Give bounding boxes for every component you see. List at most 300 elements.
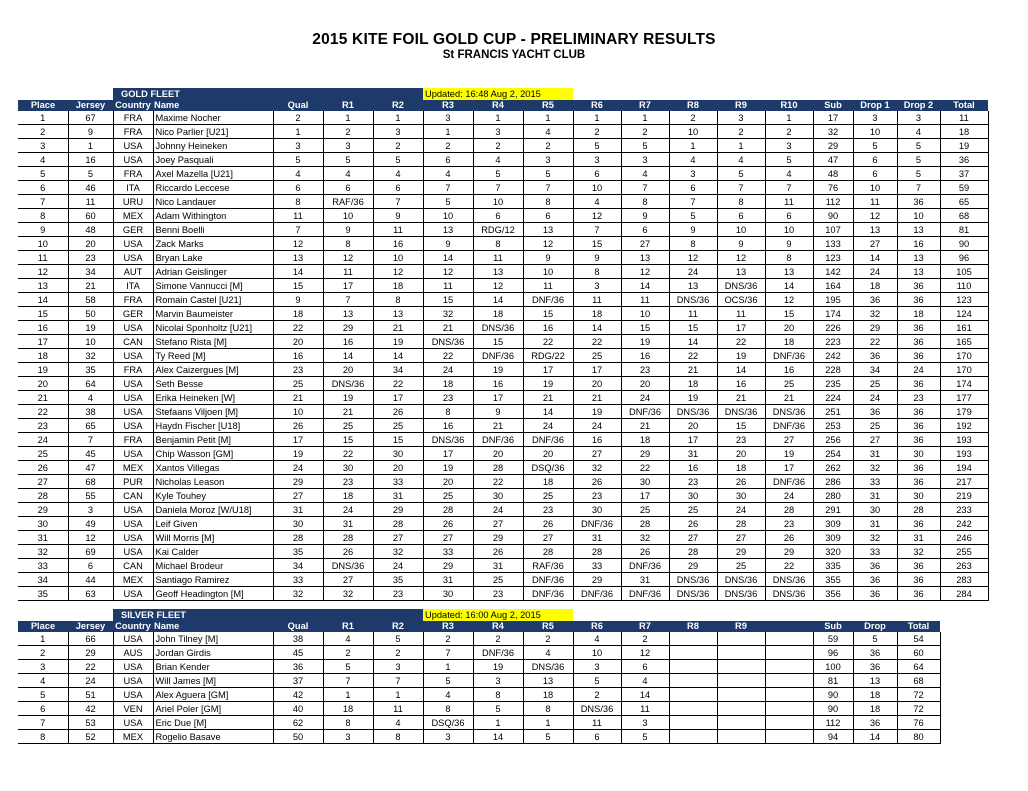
table-cell: 8 bbox=[373, 293, 423, 307]
table-cell: 19 bbox=[18, 363, 68, 377]
table-cell: 13 bbox=[273, 251, 323, 265]
table-cell: 251 bbox=[813, 405, 853, 419]
table-cell: 29 bbox=[853, 321, 897, 335]
table-cell: 254 bbox=[813, 447, 853, 461]
table-cell: 1 bbox=[523, 111, 573, 125]
table-cell: 21 bbox=[273, 391, 323, 405]
table-cell: 235 bbox=[813, 377, 853, 391]
table-cell: 24 bbox=[273, 461, 323, 475]
table-cell: 18 bbox=[853, 279, 897, 293]
table-cell: 3 bbox=[473, 674, 523, 688]
table-cell: 8 bbox=[717, 195, 765, 209]
table-cell: MEX bbox=[113, 461, 153, 475]
table-cell: 27 bbox=[373, 531, 423, 545]
table-cell: 90 bbox=[813, 209, 853, 223]
table-cell bbox=[669, 632, 717, 646]
table-cell: 11 bbox=[765, 195, 813, 209]
table-cell: 19 bbox=[940, 139, 988, 153]
table-cell bbox=[717, 632, 765, 646]
table-cell: 24 bbox=[621, 391, 669, 405]
table-row bbox=[18, 349, 988, 363]
table-cell: 36 bbox=[897, 517, 940, 531]
table-cell: 9 bbox=[373, 209, 423, 223]
table-cell bbox=[669, 730, 717, 744]
table-cell: 10 bbox=[373, 251, 423, 265]
table-row bbox=[18, 716, 940, 730]
table-cell: 13 bbox=[897, 223, 940, 237]
table-cell: 11 bbox=[573, 716, 621, 730]
table-cell: 5 bbox=[273, 153, 323, 167]
table-cell: 36 bbox=[853, 559, 897, 573]
table-cell: 11 bbox=[669, 307, 717, 321]
table-cell: 18 bbox=[717, 461, 765, 475]
column-header: R4 bbox=[473, 621, 523, 632]
table-cell: 47 bbox=[813, 153, 853, 167]
table-cell: 31 bbox=[18, 531, 68, 545]
table-cell: 13 bbox=[853, 223, 897, 237]
table-cell: 20 bbox=[523, 447, 573, 461]
table-cell: Xantos Villegas bbox=[153, 461, 273, 475]
table-cell: 6 bbox=[273, 181, 323, 195]
table-cell: CAN bbox=[113, 489, 153, 503]
table-cell: 32 bbox=[18, 545, 68, 559]
table-cell: USA bbox=[113, 531, 153, 545]
table-cell: 32 bbox=[373, 545, 423, 559]
table-cell: 36 bbox=[897, 405, 940, 419]
column-header: R7 bbox=[621, 621, 669, 632]
table-cell: 16 bbox=[621, 349, 669, 363]
table-cell: DNF/36 bbox=[573, 587, 621, 601]
table-cell: 2 bbox=[669, 111, 717, 125]
table-cell: 27 bbox=[18, 475, 68, 489]
table-row bbox=[18, 237, 988, 251]
table-cell: Nico Parlier [U21] bbox=[153, 125, 273, 139]
table-cell: 26 bbox=[473, 545, 523, 559]
table-cell: 21 bbox=[573, 391, 621, 405]
table-cell: 66 bbox=[68, 632, 113, 646]
table-cell: 10 bbox=[573, 181, 621, 195]
table-cell: 30 bbox=[423, 587, 473, 601]
table-cell: 22 bbox=[523, 335, 573, 349]
column-header: Total bbox=[897, 621, 940, 632]
table-cell: ITA bbox=[113, 181, 153, 195]
table-cell: 5 bbox=[853, 139, 897, 153]
table-cell: John Tilney [M] bbox=[153, 632, 273, 646]
table-cell: 31 bbox=[853, 447, 897, 461]
table-cell: FRA bbox=[113, 125, 153, 139]
table-cell: 6 bbox=[523, 209, 573, 223]
table-cell: 30 bbox=[273, 517, 323, 531]
table-cell: 10 bbox=[273, 405, 323, 419]
table-cell: DNF/36 bbox=[473, 646, 523, 660]
table-cell: 33 bbox=[853, 475, 897, 489]
table-cell: 23 bbox=[423, 391, 473, 405]
table-cell: 20 bbox=[621, 377, 669, 391]
table-cell: 24 bbox=[717, 503, 765, 517]
updated-timestamp: Updated: 16:00 Aug 2, 2015 bbox=[423, 609, 573, 621]
table-cell: 9 bbox=[765, 237, 813, 251]
table-cell: 2 bbox=[373, 139, 423, 153]
table-cell: 15 bbox=[473, 335, 523, 349]
table-cell: 28 bbox=[323, 531, 373, 545]
table-row bbox=[18, 702, 940, 716]
table-cell: 7 bbox=[273, 223, 323, 237]
table-cell: 15 bbox=[669, 321, 717, 335]
table-cell: 12 bbox=[473, 279, 523, 293]
table-cell: 17 bbox=[323, 279, 373, 293]
table-cell: 2 bbox=[473, 632, 523, 646]
table-cell: 164 bbox=[813, 279, 853, 293]
table-cell: 256 bbox=[813, 433, 853, 447]
column-header: Country bbox=[113, 100, 153, 111]
table-cell: 45 bbox=[68, 447, 113, 461]
table-cell: 3 bbox=[669, 167, 717, 181]
table-cell: 30 bbox=[18, 517, 68, 531]
table-cell: 223 bbox=[813, 335, 853, 349]
table-cell: Adam Withington bbox=[153, 209, 273, 223]
table-cell: 25 bbox=[853, 377, 897, 391]
table-cell: 18 bbox=[423, 377, 473, 391]
table-cell: AUT bbox=[113, 265, 153, 279]
table-cell: 17 bbox=[621, 489, 669, 503]
table-cell: 219 bbox=[940, 489, 988, 503]
table-cell: 28 bbox=[273, 531, 323, 545]
table-cell: 31 bbox=[853, 517, 897, 531]
table-cell: 320 bbox=[813, 545, 853, 559]
table-cell: FRA bbox=[113, 167, 153, 181]
table-cell: 4 bbox=[573, 632, 621, 646]
table-cell: 36 bbox=[897, 377, 940, 391]
table-cell: 15 bbox=[523, 307, 573, 321]
table-cell: 1 bbox=[473, 111, 523, 125]
table-cell: 14 bbox=[621, 279, 669, 293]
table-cell: 10 bbox=[621, 307, 669, 321]
table-cell: 161 bbox=[940, 321, 988, 335]
column-header: R1 bbox=[323, 621, 373, 632]
table-cell: 11 bbox=[273, 209, 323, 223]
table-cell: GER bbox=[113, 307, 153, 321]
table-cell: 13 bbox=[18, 279, 68, 293]
column-header: R10 bbox=[765, 100, 813, 111]
table-cell: 8 bbox=[423, 702, 473, 716]
table-cell: 3 bbox=[423, 111, 473, 125]
table-cell: 14 bbox=[473, 293, 523, 307]
table-cell: 7 bbox=[18, 716, 68, 730]
table-cell: 22 bbox=[669, 349, 717, 363]
table-cell: 177 bbox=[940, 391, 988, 405]
table-cell: 7 bbox=[68, 433, 113, 447]
table-cell: Erika Heineken [W] bbox=[153, 391, 273, 405]
table-cell: Chip Wasson [GM] bbox=[153, 447, 273, 461]
table-cell: 13 bbox=[523, 223, 573, 237]
table-cell: 34 bbox=[373, 363, 423, 377]
table-cell: 110 bbox=[940, 279, 988, 293]
table-cell: USA bbox=[113, 349, 153, 363]
table-cell: 69 bbox=[68, 545, 113, 559]
table-cell: 3 bbox=[897, 111, 940, 125]
table-cell: 5 bbox=[373, 153, 423, 167]
table-cell: 21 bbox=[621, 419, 669, 433]
table-cell: DNS/36 bbox=[669, 573, 717, 587]
table-cell: 18 bbox=[621, 433, 669, 447]
table-cell: 25 bbox=[373, 419, 423, 433]
table-cell: 25 bbox=[323, 419, 373, 433]
table-cell: 16 bbox=[423, 419, 473, 433]
table-cell: Romain Castel [U21] bbox=[153, 293, 273, 307]
table-cell: 36 bbox=[897, 573, 940, 587]
table-row bbox=[18, 321, 988, 335]
table-cell: 26 bbox=[765, 531, 813, 545]
table-cell: 29 bbox=[18, 503, 68, 517]
table-cell: 13 bbox=[621, 251, 669, 265]
table-cell: 26 bbox=[573, 475, 621, 489]
table-cell: 25 bbox=[621, 503, 669, 517]
table-cell: 195 bbox=[813, 293, 853, 307]
table-cell: 13 bbox=[323, 307, 373, 321]
table-cell: 21 bbox=[473, 419, 523, 433]
table-cell: 1 bbox=[68, 139, 113, 153]
table-cell: 21 bbox=[423, 321, 473, 335]
table-cell: 1 bbox=[621, 111, 669, 125]
table-cell: 67 bbox=[68, 111, 113, 125]
table-cell: 81 bbox=[940, 223, 988, 237]
table-cell bbox=[765, 632, 813, 646]
table-cell: Nicholas Leason bbox=[153, 475, 273, 489]
table-cell: 15 bbox=[621, 321, 669, 335]
table-cell: 54 bbox=[897, 632, 940, 646]
table-cell: 22 bbox=[621, 461, 669, 475]
table-row bbox=[18, 153, 988, 167]
table-cell: USA bbox=[113, 405, 153, 419]
table-cell: 217 bbox=[940, 475, 988, 489]
table-cell: 14 bbox=[669, 335, 717, 349]
table-cell: 233 bbox=[940, 503, 988, 517]
table-cell: 1 bbox=[473, 716, 523, 730]
table-cell: Simone Vannucci [M] bbox=[153, 279, 273, 293]
table-cell: 29 bbox=[573, 573, 621, 587]
table-row bbox=[18, 503, 988, 517]
table-cell: 32 bbox=[273, 587, 323, 601]
table-cell: 5 bbox=[765, 153, 813, 167]
table-cell: 20 bbox=[473, 447, 523, 461]
table-cell: 3 bbox=[765, 139, 813, 153]
table-cell: Marvin Baumeister bbox=[153, 307, 273, 321]
table-cell bbox=[717, 702, 765, 716]
table-cell: 30 bbox=[473, 489, 523, 503]
table-cell: 3 bbox=[373, 125, 423, 139]
table-row bbox=[18, 111, 988, 125]
table-cell: 68 bbox=[940, 209, 988, 223]
table-cell: 1 bbox=[373, 688, 423, 702]
table-cell: 8 bbox=[765, 251, 813, 265]
table-cell: 100 bbox=[813, 660, 853, 674]
table-cell: 34 bbox=[68, 265, 113, 279]
table-cell: 10 bbox=[68, 335, 113, 349]
table-cell: 48 bbox=[68, 223, 113, 237]
table-cell: 12 bbox=[669, 251, 717, 265]
table-cell: 11 bbox=[68, 195, 113, 209]
table-cell: 2 bbox=[717, 125, 765, 139]
table-cell: 36 bbox=[273, 660, 323, 674]
table-cell: 28 bbox=[573, 545, 621, 559]
table-cell: 12 bbox=[621, 646, 669, 660]
table-cell: 31 bbox=[273, 503, 323, 517]
table-cell: 4 bbox=[373, 167, 423, 181]
table-cell: AUS bbox=[113, 646, 153, 660]
table-cell: 26 bbox=[423, 517, 473, 531]
table-cell: 33 bbox=[18, 559, 68, 573]
table-cell: 18 bbox=[573, 307, 621, 321]
table-cell: 51 bbox=[68, 688, 113, 702]
table-row bbox=[18, 265, 988, 279]
table-cell: 35 bbox=[18, 587, 68, 601]
table-cell: Ariel Poler [GM] bbox=[153, 702, 273, 716]
table-cell: USA bbox=[113, 447, 153, 461]
table-cell: Ty Reed [M] bbox=[153, 349, 273, 363]
table-cell: 263 bbox=[940, 559, 988, 573]
table-row bbox=[18, 391, 988, 405]
table-cell: 4 bbox=[669, 153, 717, 167]
table-cell: 5 bbox=[669, 209, 717, 223]
table-cell: USA bbox=[113, 716, 153, 730]
table-cell: 18 bbox=[523, 475, 573, 489]
table-cell: 16 bbox=[68, 153, 113, 167]
table-cell: 16 bbox=[373, 237, 423, 251]
table-cell: 26 bbox=[273, 419, 323, 433]
table-cell: 286 bbox=[813, 475, 853, 489]
column-header: R5 bbox=[523, 100, 573, 111]
table-cell: 14 bbox=[621, 688, 669, 702]
table-cell: 64 bbox=[68, 377, 113, 391]
table-cell: DNF/36 bbox=[523, 587, 573, 601]
table-cell: DNS/36 bbox=[669, 587, 717, 601]
table-cell: 96 bbox=[940, 251, 988, 265]
table-cell: 20 bbox=[423, 475, 473, 489]
table-row bbox=[18, 674, 940, 688]
table-cell: Rogelio Basave bbox=[153, 730, 273, 744]
table-cell: GER bbox=[113, 223, 153, 237]
table-cell: USA bbox=[113, 545, 153, 559]
table-cell: 20 bbox=[68, 237, 113, 251]
gold-fleet-banner bbox=[18, 88, 988, 100]
table-cell: 7 bbox=[323, 674, 373, 688]
table-cell: 32 bbox=[813, 125, 853, 139]
table-cell: 27 bbox=[323, 573, 373, 587]
table-cell: 11 bbox=[717, 307, 765, 321]
table-cell: 3 bbox=[373, 660, 423, 674]
table-cell: 133 bbox=[813, 237, 853, 251]
table-cell: 142 bbox=[813, 265, 853, 279]
table-cell: 29 bbox=[621, 447, 669, 461]
table-cell: 17 bbox=[18, 335, 68, 349]
table-cell: 2 bbox=[373, 646, 423, 660]
table-cell: 29 bbox=[717, 545, 765, 559]
table-cell: 22 bbox=[423, 349, 473, 363]
table-cell: 15 bbox=[18, 307, 68, 321]
table-cell: 11 bbox=[573, 293, 621, 307]
table-cell: Maxime Nocher bbox=[153, 111, 273, 125]
table-cell: 14 bbox=[765, 279, 813, 293]
table-cell: 81 bbox=[813, 674, 853, 688]
table-cell: 18 bbox=[897, 307, 940, 321]
table-cell: Nico Landauer bbox=[153, 195, 273, 209]
table-cell: 6 bbox=[621, 660, 669, 674]
table-cell: 26 bbox=[717, 475, 765, 489]
table-cell: 8 bbox=[18, 209, 68, 223]
table-cell: 18 bbox=[473, 307, 523, 321]
table-cell: 18 bbox=[853, 702, 897, 716]
table-cell: 25 bbox=[573, 349, 621, 363]
table-cell bbox=[669, 688, 717, 702]
table-cell: Benni Boelli bbox=[153, 223, 273, 237]
table-cell: 53 bbox=[68, 716, 113, 730]
table-cell: 6 bbox=[853, 153, 897, 167]
table-cell: 4 bbox=[573, 195, 621, 209]
table-cell: 124 bbox=[940, 307, 988, 321]
table-cell: 242 bbox=[940, 517, 988, 531]
table-cell: 9 bbox=[68, 125, 113, 139]
table-cell: 36 bbox=[897, 433, 940, 447]
table-cell: 11 bbox=[940, 111, 988, 125]
table-row bbox=[18, 125, 988, 139]
table-cell: 5 bbox=[573, 674, 621, 688]
table-cell bbox=[765, 716, 813, 730]
table-cell: 30 bbox=[897, 489, 940, 503]
table-cell: 6 bbox=[473, 209, 523, 223]
table-cell: 30 bbox=[853, 503, 897, 517]
table-cell: 20 bbox=[323, 363, 373, 377]
table-cell: 22 bbox=[717, 335, 765, 349]
table-row bbox=[18, 195, 988, 209]
table-cell: 2 bbox=[18, 125, 68, 139]
updated-timestamp: Updated: 16:48 Aug 2, 2015 bbox=[423, 88, 573, 100]
table-cell: 262 bbox=[813, 461, 853, 475]
table-cell: 22 bbox=[323, 447, 373, 461]
table-cell: 8 bbox=[669, 237, 717, 251]
table-cell: 4 bbox=[18, 674, 68, 688]
table-cell: 26 bbox=[669, 517, 717, 531]
table-cell: 20 bbox=[373, 461, 423, 475]
table-cell: 9 bbox=[323, 223, 373, 237]
table-cell: 170 bbox=[940, 363, 988, 377]
table-cell: 291 bbox=[813, 503, 853, 517]
table-cell: 10 bbox=[669, 125, 717, 139]
table-cell: 2 bbox=[621, 632, 669, 646]
table-cell: DNS/36 bbox=[473, 321, 523, 335]
table-cell: 8 bbox=[573, 265, 621, 279]
table-cell: 1 bbox=[717, 139, 765, 153]
table-cell: 19 bbox=[523, 377, 573, 391]
table-cell: Jordan Girdis bbox=[153, 646, 273, 660]
table-cell: 9 bbox=[573, 251, 621, 265]
silver-fleet-table bbox=[18, 609, 941, 744]
table-cell bbox=[717, 660, 765, 674]
table-cell: 18 bbox=[523, 688, 573, 702]
table-cell: 19 bbox=[273, 447, 323, 461]
table-cell: 16 bbox=[323, 335, 373, 349]
table-cell: 3 bbox=[273, 139, 323, 153]
table-cell: Stefano Rista [M] bbox=[153, 335, 273, 349]
table-cell: 15 bbox=[765, 307, 813, 321]
table-cell: DNF/36 bbox=[523, 573, 573, 587]
table-cell: 6 bbox=[717, 209, 765, 223]
table-cell: 13 bbox=[423, 223, 473, 237]
table-row bbox=[18, 559, 988, 573]
table-cell: 90 bbox=[940, 237, 988, 251]
table-cell: 14 bbox=[853, 730, 897, 744]
table-cell: 3 bbox=[18, 660, 68, 674]
table-cell: 309 bbox=[813, 531, 853, 545]
